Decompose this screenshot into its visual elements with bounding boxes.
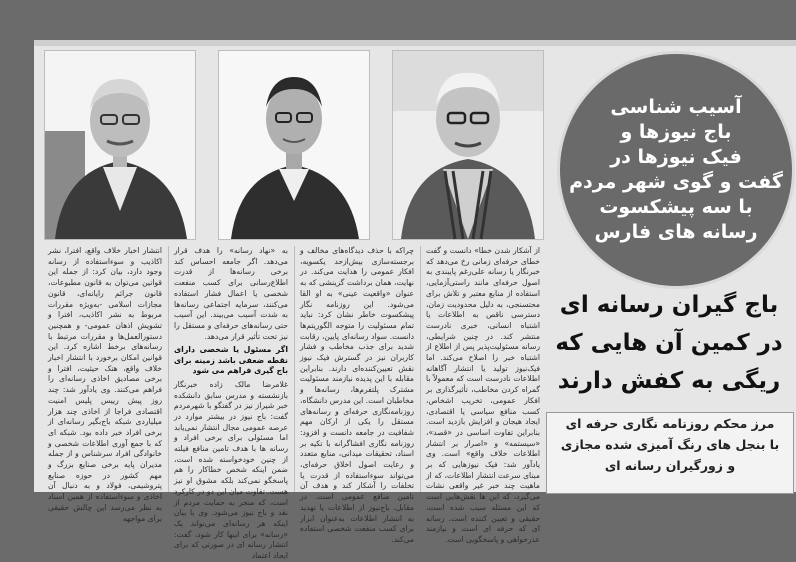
subhead-line: با بنجل های رنگ آمیزی شده مجازی (560, 437, 780, 452)
article-body (48, 246, 542, 561)
headline-line: باج گیران رسانه ای (559, 292, 779, 318)
body-paragraph: انتشار اخبار خلاف واقع، افترا، نشر اکاذیب و سوءاستفاده از رسانه وجود دارد، بیان کرد: از جمله این قوانین می‌توان به قانون مطبوعات، قانون جرائم رایانه‌ای، قانون مجازات اسلامی -به‌ویژه مقررات مربوط به نشر اکاذیب، افترا و تشویش اذهان عمومی- و همچنین دستورالعمل‌ها و مقررات مرتبط با رسانه‌های برخط اشاره کرد. این قوانین امکان برخورد با انتشار اخبار خلاف واقع، هتک حیثیت، افترا و برخی مصادیق اخاذی رسانه‌ای را فراهم می‌کنند. وی یادآور شد: چند روز پیش رییس پلیس امنیت اقتصادی فراجا از اخاذی چند هزار میلیاردی شبکه باج‌بگیر رسانه‌ای از برخی افراد خبر داده بود. شبکه ای که با جمع آوری اطلاعات شخصی و خانوادگی افراد سرشناس و از جمله مدیران پایه برخی صنایع بزرگ و مهم کشور در حوزه صنایع پتروشیمی، فولاد و به دنبال آن اخاذی و سوءاستفاده از همین اسناد به نظر می‌رسد این چالش حقیقی برای مواجهه (48, 246, 162, 523)
photo-strip (44, 50, 564, 240)
column-divider (420, 246, 421, 492)
body-paragraph: چراکه با حذف دیدگاه‌های مخالف و برجسته‌سازی بیش‌ازحد یکسویه، افکار عمومی را هدایت می‌کند. در نهایت، همان برداشت گزینشی که به عنوان «واقعیت عینی» به او القا می‌شود. این روزنامه نگار پیشکسوت خاطر نشان کرد: نباید تمام مسئولیت را متوجه الگوریتم‌ها دانست. سواد رسانه‌ای پایین، رقابت شدید برای جذب مخاطب و فشار کاربران نیز در گسترش فیک نیوز نقش تعیین‌کننده‌ای دارند. بنابراین مقابله با این پدیده نیازمند مسئولیت مشترک پلتفرم‌ها، رسانه‌ها و مخاطبان است. این مدرس دانشگاه، روزنامه‌نگاری حرفه‌ای و رسانه‌های مستقل را یکی از ارکان مهم شفافیت در جامعه دانست و افزود: روزنامه نگاری افشاگرانه با تکیه بر اسناد، تحقیقات میدانی، منابع متعدد و رعایت اصول اخلاق حرفه‌ای، می‌تواند سوءاستفاده از قدرت یا تخلفات را آشکار کند و هدف آن تامین منافع عمومی است. در مقابل، باج‌نیوز از اطلاعات یا تهدید به انتشار اطلاعات به‌عنوان ابزار برای کسب منفعت شخصی استفاده می‌کند. (300, 246, 414, 544)
bubble-line: آسیب شناسی (610, 96, 742, 118)
portrait-photo-3 (392, 50, 544, 240)
bubble-line: رسانه های فارس (594, 221, 758, 243)
intro-bubble (560, 54, 792, 286)
article-headline (546, 286, 792, 406)
text-column-4 (426, 246, 540, 544)
body-paragraph: غلامرضا مالک زاده خبرنگار بازنشسته و مدرس سابق دانشکده خبر شیراز نیز در گفتگو با شهرمردم گفت: باج نیوز در بیشتر موارد در عرصه عمومی مجال انتشار نمی‌یابد اما مسئولی برای برخی افراد و رسانه ها با هدف تامین منافع فیلته از چنین خودخواسته شده است، ضمن اینکه شخص خطاکار را هم پاسخگو نمی‌کند بلکه مشوق او نیز هست. تفاوت میان این دو در کارکرد است، که منجر به حمایت مردم از نقد و باج نیوز می‌شود. وی با بیان اینکه هر رسانه‌ای می‌تواند یک «رسانه» برای اینها کار شود، گفت: انتشار رسانه ای در صورتی که برای ایجاد اعتماد (174, 379, 288, 561)
body-paragraph: به «نهاد رسانه» را هدف قرار می‌دهد. اگر جامعه احساس کند برخی رسانه‌ها از قدرت اطلاع‌رسانی برای کسب منفعت شخصی یا اعمال فشار استفاده می‌کنند، سرمایه اجتماعی رسانه‌ها به شدت آسیب می‌بیند. این آسیب حتی رسانه‌های حرفه‌ای و مستقل را نیز تحت تأثیر قرار می‌دهد. (174, 246, 288, 341)
pull-quote: اگر مسئول یا شخصی دارای نقطه ضعفی باشد زمینه برای باج گیری فراهم می شود (174, 345, 288, 376)
newspaper-page (34, 40, 796, 561)
text-column-3 (300, 246, 414, 544)
bubble-line: با سه پیشکسوت (599, 196, 753, 218)
subhead-line: مرز محکم روزنامه نگاری حرفه ای (565, 416, 775, 431)
article-subheadline (546, 412, 794, 494)
headline-line: در کمین آن هایی که (555, 330, 783, 356)
text-column-2 (174, 246, 288, 561)
bubble-line: گفت و گوی شهر مردم (569, 171, 783, 193)
column-divider (294, 246, 295, 492)
page-top-border (34, 40, 796, 46)
portrait-photo-1 (44, 50, 196, 240)
text-column-1 (48, 246, 162, 523)
subhead-line: و زورگیران رسانه ای (604, 458, 736, 473)
body-paragraph: از آشکار شدن خطا» دانست و گفت خطای حرفه‌ای زمانی رخ می‌دهد که خبرنگار یا رسانه علی‌رغم پایبندی به اصول حرفه‌ای مانند راستی‌آزمایی، استفاده از منابع معتبر و تلاش برای محتسنجی، به دلیل محدودیت زمان، دسترسی ناقص به اطلاعات یا اشتباه انسانی، خبری نادرست منتشر کند. در چنین شرایطی، رسانه مسئولیت‌پذیر پس از اطلاع از اشتباه خبر را اصلاح می‌کند. اما فیک‌نیوز تولید یا انتشار آگاهانه اطلاعات نادرست است که معمولاً با گمراه کردن مخاطب، تأثیرگذاری بر افکار عمومی، تخریب اشخاص، کسب منافع سیاسی یا اقتصادی، ایجاد هیجان و افزایش بازدید است. بنابراین تفاوت اساسی در «قصد»، «سیستمه» و «اصرار بر انتشار اطلاعات خلاف واقع» است. وی یادآور شد: فیک نیوزهایی که بر مبنای سرعت انتشار اطلاعات، که از ماهیت چند خبر غیر واقعی نشات می‌گیرد، که این ها نقش‌هایی است که این مسئله سبب شده است، حقیقی و تعیین کننده است. رسانه ای که حرفه ای است و نیازمند عذرخواهی و پاسخگویی است. (426, 246, 540, 544)
bubble-line: باج نیوزها و (620, 121, 732, 143)
headline-line: ریگی به کفش دارند (557, 368, 781, 394)
bubble-line: فیک نیوزها در (610, 146, 742, 168)
portrait-photo-2 (218, 50, 370, 240)
column-divider (168, 246, 169, 492)
